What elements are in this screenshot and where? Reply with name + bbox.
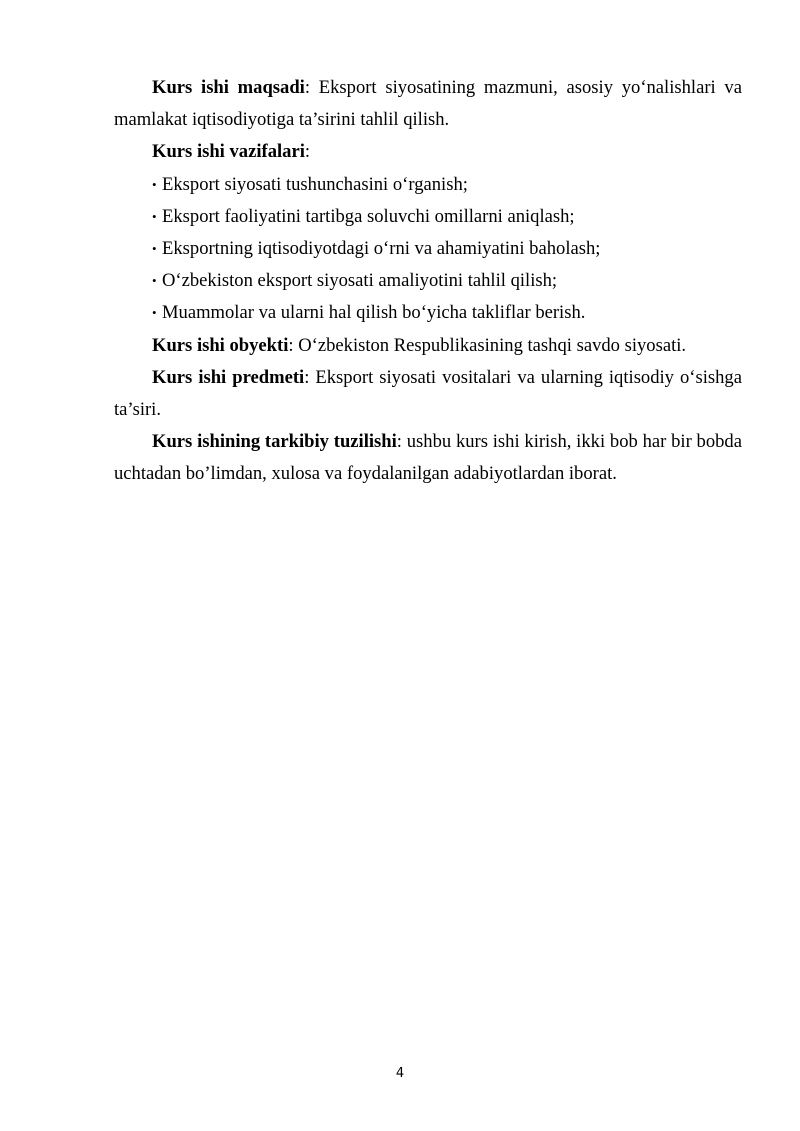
structure-text: ushbu kurs ishi kirish, ikki bob har bir bobda uchtadan bo’limdan, xulosa va foydalanilgan adabiyotlardan iborat.: [114, 431, 742, 485]
list-item-text: O‘zbekiston eksport siyosati amaliyotini tahlil qilish;: [162, 270, 558, 292]
list-item: [114, 169, 742, 201]
bullet-icon: •: [152, 305, 157, 321]
list-item: [114, 265, 742, 297]
object-label: Kurs ishi obyekti: [152, 334, 289, 356]
structure-label: Kurs ishining tarkibiy tuzilishi: [152, 431, 397, 453]
subject-label: Kurs ishi predmeti: [152, 366, 305, 388]
bullet-icon: •: [152, 176, 157, 192]
page-number: 4: [395, 1066, 405, 1081]
subject-separator: :: [304, 366, 316, 388]
purpose-separator: :: [304, 77, 319, 98]
list-item: [114, 297, 742, 329]
tasks-heading: [114, 136, 742, 168]
bullet-icon: •: [152, 208, 157, 224]
list-item-text: Muammolar va ularni hal qilish bo‘yicha takliflar berish.: [162, 302, 586, 324]
list-item-text: Eksport siyosati tushunchasini o‘rganish;: [162, 173, 468, 195]
purpose-text: Eksport siyosatining mazmuni, asosiy yo‘nalishlari va mamlakat iqtisodiyotiga ta’sirini tahlil qilish.: [114, 77, 742, 131]
tasks-label: Kurs ishi vazifalari: [152, 141, 305, 163]
purpose-label: Kurs ishi maqsadi: [152, 77, 305, 98]
structure-paragraph: [114, 426, 742, 490]
structure-separator: :: [396, 431, 407, 453]
list-item-text: Eksportning iqtisodiyotdagi o‘rni va ahamiyatini baholash;: [162, 238, 601, 260]
object-text: O‘zbekiston Respublikasining tashqi savdo siyosati.: [298, 334, 687, 356]
subject-paragraph: [114, 362, 742, 426]
list-item: [114, 201, 742, 233]
object-separator: :: [288, 334, 299, 356]
object-paragraph: [114, 330, 742, 362]
subject-text: Eksport siyosati vositalari va ularning iqtisodiy o‘sishga ta’siri.: [114, 366, 742, 421]
list-item-text: Eksport faoliyatini tartibga soluvchi omillarni aniqlash;: [162, 205, 575, 227]
purpose-paragraph: [114, 72, 742, 136]
bullet-icon: •: [152, 273, 157, 289]
tasks-separator: :: [304, 141, 311, 163]
page-body: [114, 72, 742, 491]
bullet-icon: •: [152, 241, 157, 257]
tasks-list: [114, 169, 742, 330]
list-item: [114, 233, 742, 265]
